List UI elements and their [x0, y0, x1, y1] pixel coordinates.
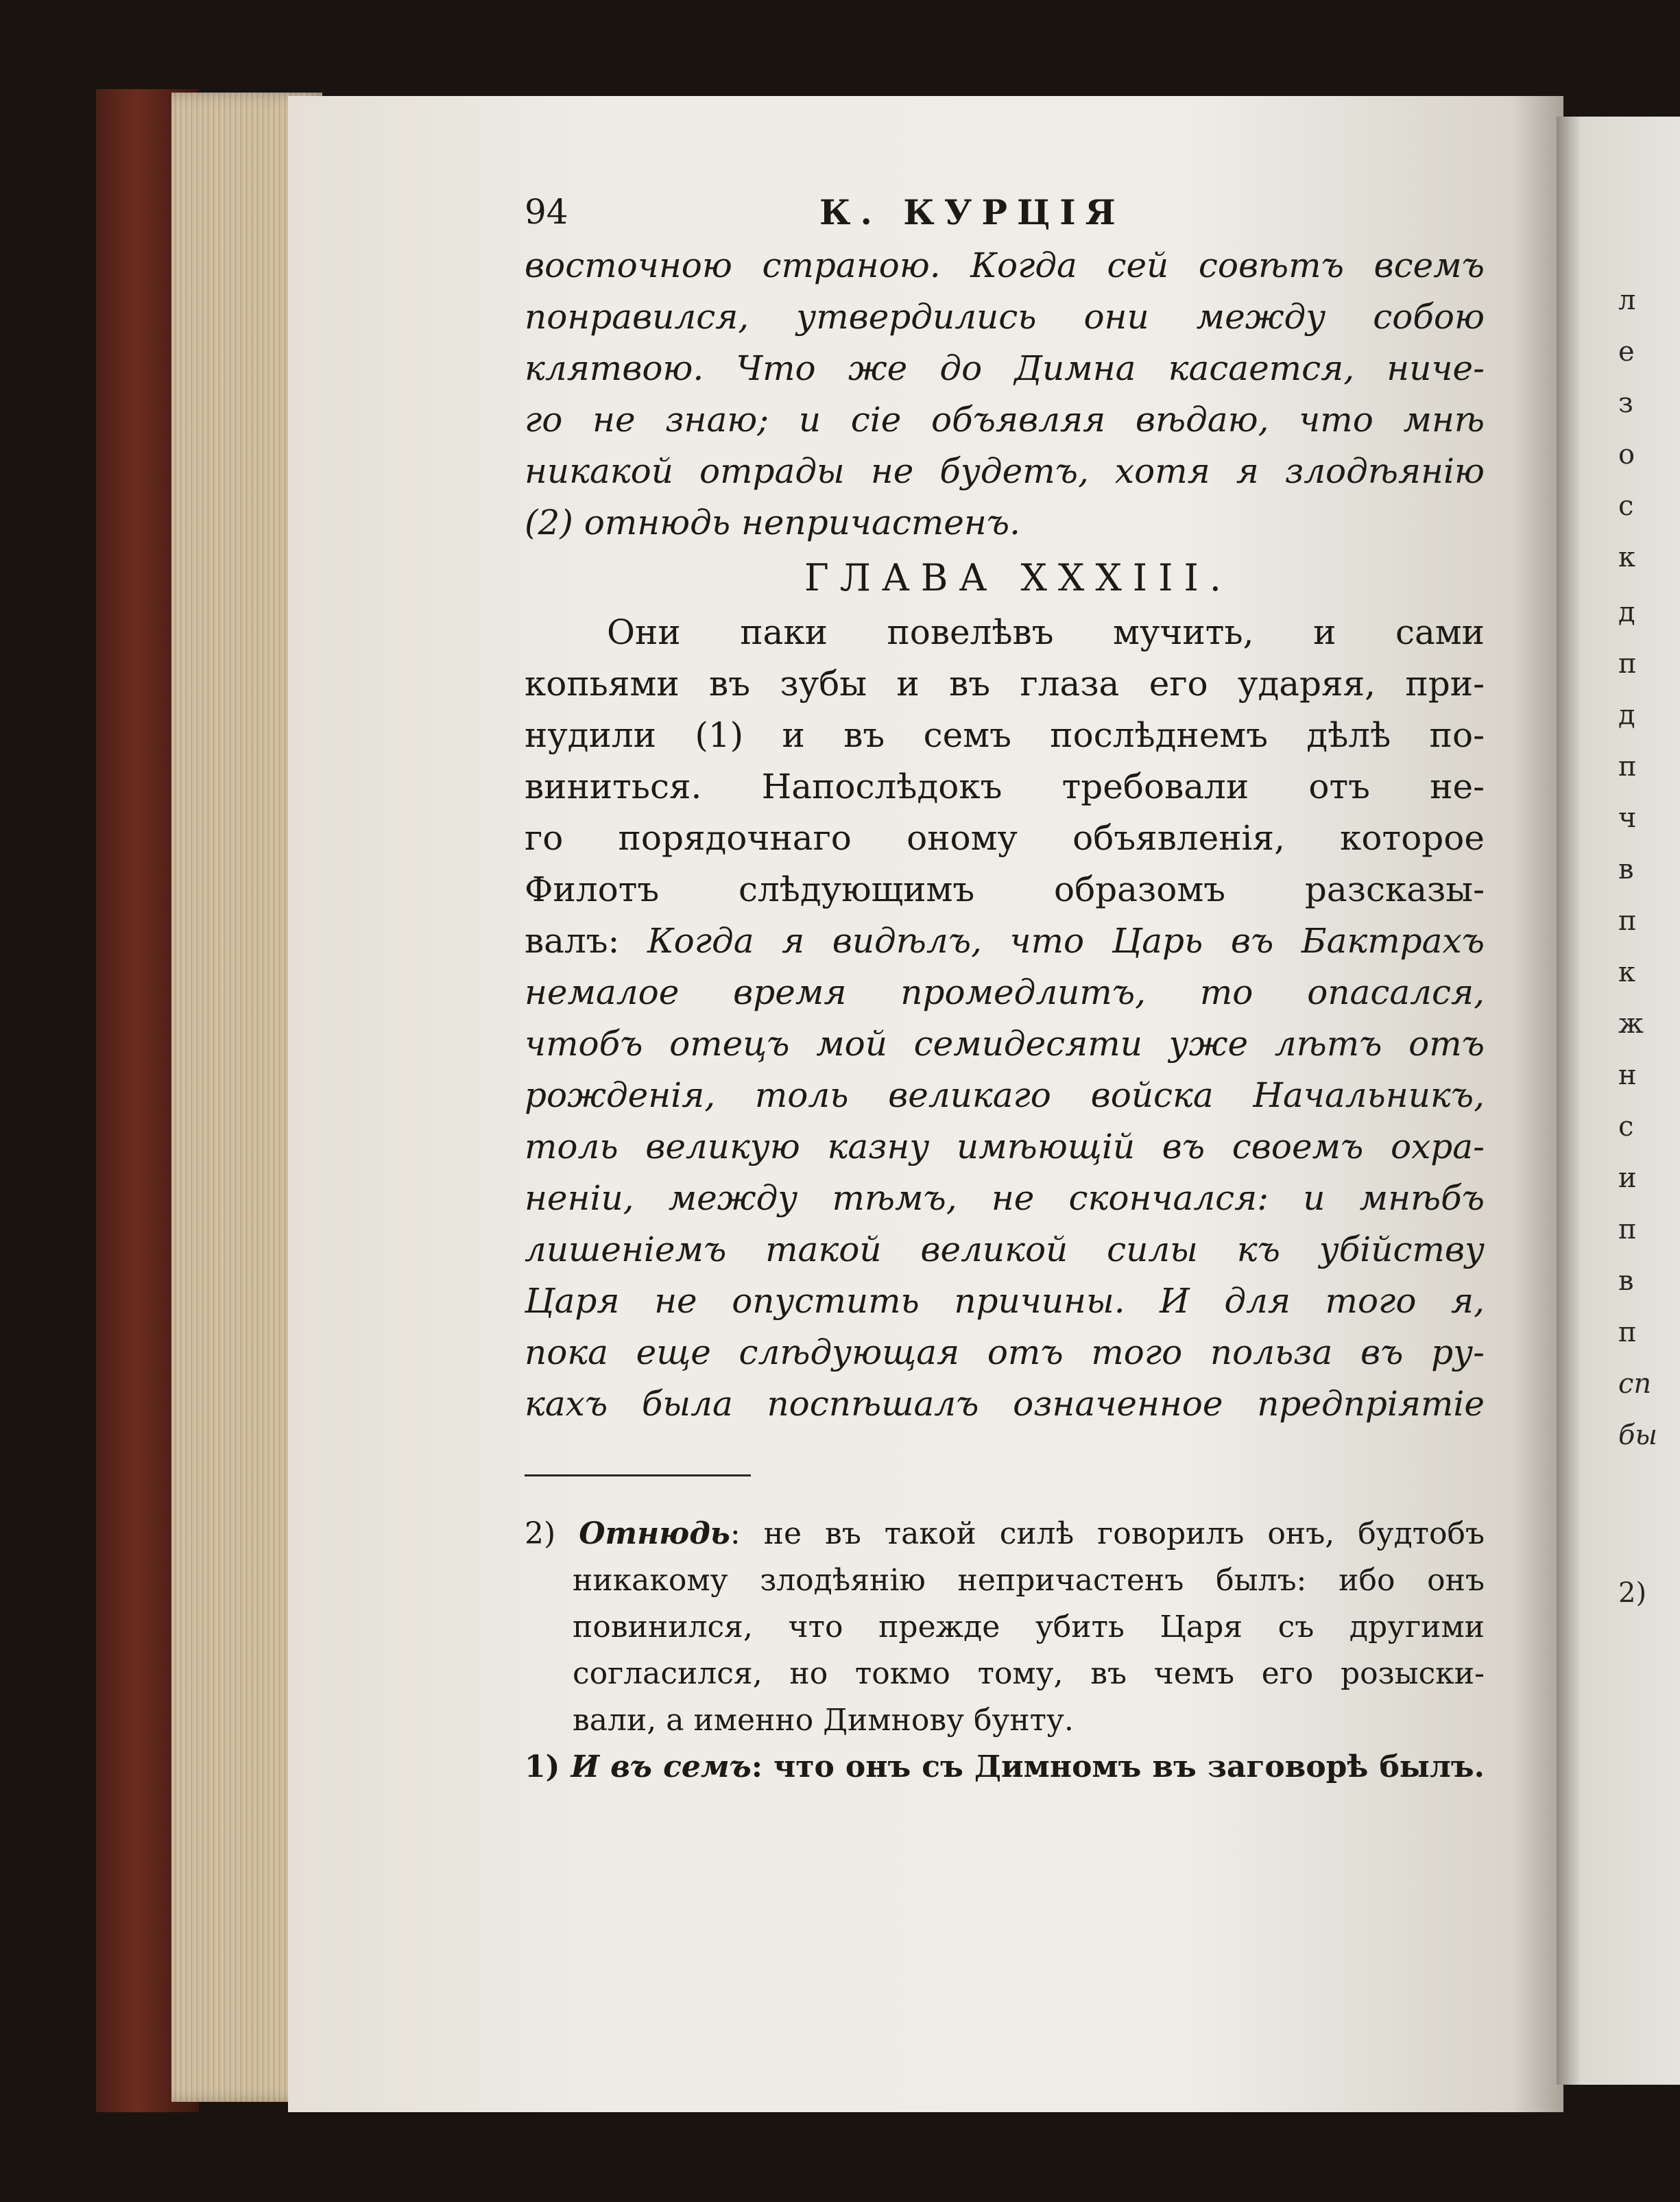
right-page-edge [1557, 117, 1680, 2085]
text-line: копьями въ зубы и въ глаза его ударяя, при- [525, 664, 1485, 704]
text-line: никакой отрады не будетъ, хотя я злодѣянію [525, 451, 1485, 491]
text-line: рожденія, толь великаго войска Начальникъ, [525, 1075, 1485, 1115]
right-page-fragment: в [1618, 854, 1634, 885]
page-content [525, 192, 1485, 1791]
text-line: лишеніемъ такой великой силы къ убійству [525, 1230, 1485, 1269]
right-page-fragment: с [1618, 490, 1634, 522]
footnote-line: никакому злодѣянію непричастенъ былъ: ибо онъ [573, 1563, 1485, 1598]
text-line: кахъ была поспѣшалъ означенное предпріятіе [525, 1384, 1485, 1424]
text-line: неніи, между тѣмъ, не скончался: и мнѣбъ [525, 1178, 1485, 1218]
text-line: понравился, утвердились они между собою [525, 297, 1485, 337]
right-page-fragment: в [1618, 1265, 1634, 1297]
footnote-line: вали, а именно Димнову бунту. [573, 1703, 1074, 1738]
right-page-fragment: з [1618, 387, 1633, 419]
chapter-title: ГЛАВА XXXIII. [804, 556, 1232, 599]
text-line: толь великую казну имѣющій въ своемъ охра- [525, 1127, 1485, 1166]
text-line: клятвою. Что же до Димна касается, ниче- [525, 348, 1485, 388]
footnote-marker: 2) [525, 1516, 556, 1551]
right-page-fragment: с [1618, 1111, 1634, 1142]
right-page-fragment: о [1618, 439, 1635, 470]
text-line: виниться. Напослѣдокъ требовали отъ не- [525, 767, 1485, 806]
text-line: Филотъ слѣдующимъ образомъ разсказы- [525, 870, 1485, 909]
text-line: восточною страною. Когда сей совѣтъ всемъ [525, 246, 1485, 285]
text-fragment: Когда я видѣлъ, что Царь въ Бактрахъ [647, 921, 1485, 961]
right-page-fragment: ч [1618, 802, 1637, 834]
right-page-fragment: к [1618, 957, 1635, 988]
text-fragment: валъ: [525, 921, 620, 961]
text-line: (2) отнюдь непричастенъ. [525, 503, 1020, 542]
right-page-fragment: сп [1618, 1368, 1652, 1400]
running-title: К. КУРЦІЯ [819, 192, 1125, 232]
right-page-fragment: 2) [1618, 1577, 1647, 1609]
text-line: чтобъ отецъ мой семидесяти уже лѣтъ отъ [525, 1024, 1485, 1064]
footnote-line [525, 1744, 1485, 1791]
text-line [525, 915, 1485, 967]
right-page-fragment: ж [1618, 1008, 1644, 1040]
footnote-line [525, 1511, 1485, 1557]
right-page-fragment: к [1618, 542, 1635, 573]
right-page-fragment: п [1618, 1214, 1637, 1245]
text-line: го порядочнаго оному объявленія, которое [525, 818, 1485, 858]
footnote-term: Отнюдь [579, 1516, 730, 1551]
text-line: Они паки повелѣвъ мучить, и сами [607, 612, 1485, 652]
text-line: пока еще слѣдующая отъ того польза въ ру- [525, 1332, 1485, 1372]
right-page-fragment: п [1618, 1317, 1637, 1348]
page-header [525, 192, 1485, 240]
footnote-rule [525, 1474, 751, 1476]
right-page-fragment: п [1618, 751, 1637, 782]
footnote-marker: 1) [525, 1749, 560, 1784]
footnote-text: : что онъ съ Димномъ въ заговорѣ былъ. [751, 1749, 1485, 1784]
text-line: Царя не опустить причины. И для того я, [525, 1281, 1485, 1321]
right-page-fragment: д [1618, 597, 1635, 628]
right-page-fragment: бы [1618, 1420, 1657, 1451]
text-line: немалое время промедлитъ, то опасался, [525, 972, 1485, 1012]
right-page-fragment: н [1618, 1060, 1637, 1091]
right-page-fragment: л [1618, 285, 1636, 316]
page-number: 94 [525, 192, 568, 232]
text-line: нудили (1) и въ семъ послѣднемъ дѣлѣ по- [525, 715, 1485, 755]
footnote-term: И въ семъ [571, 1749, 752, 1784]
right-page-fragment: п [1618, 905, 1637, 937]
right-page-fragment: и [1618, 1162, 1637, 1194]
right-page-fragment: д [1618, 699, 1635, 731]
footnote-line: согласился, но токмо тому, въ чемъ его розыски- [573, 1656, 1485, 1691]
footnote-line: повинился, что прежде убить Царя съ другими [573, 1609, 1485, 1644]
footnote-text: : не въ такой силѣ говорилъ онъ, будтобъ [730, 1516, 1485, 1551]
right-page-fragment: п [1618, 648, 1637, 680]
right-page-fragment: е [1618, 336, 1635, 368]
text-line: го не знаю; и сіе объявляя вѣдаю, что мнѣ [525, 400, 1485, 440]
